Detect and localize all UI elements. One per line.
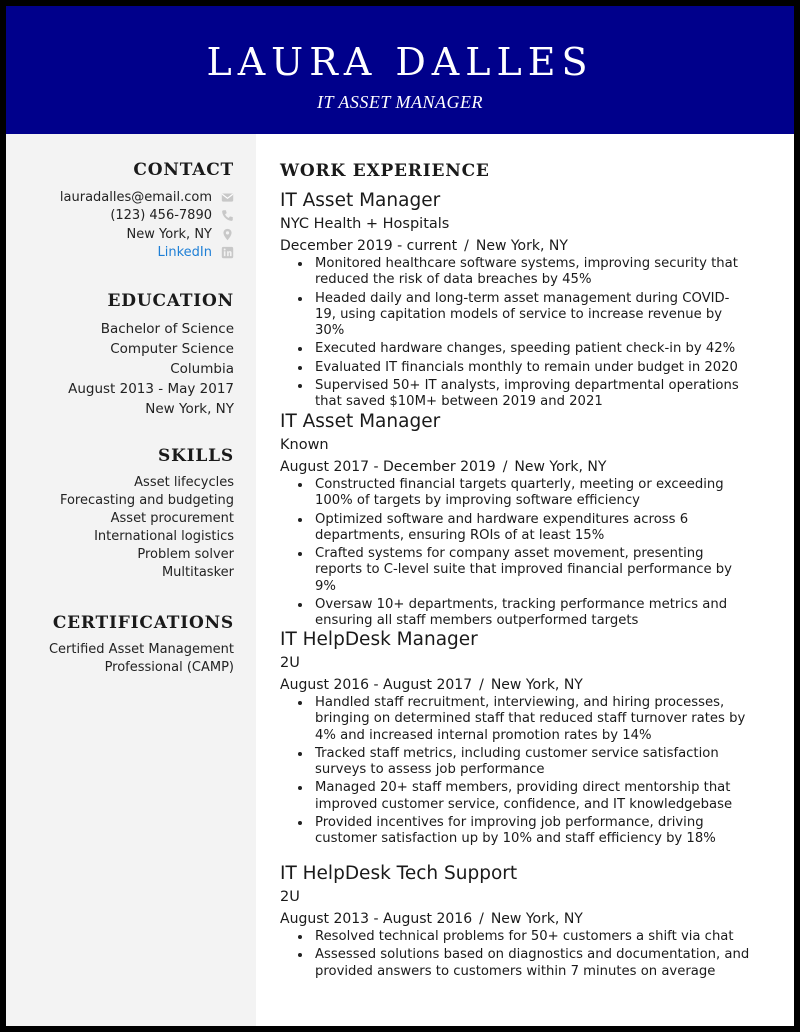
job-bullet bbox=[298, 512, 750, 545]
job-bullet-text: Constructed financial targets quarterly, meeting or exceeding 100% of targets by improving software efficiency bbox=[315, 477, 724, 509]
job-separator: / bbox=[502, 459, 508, 475]
contact-section bbox=[6, 160, 234, 262]
job-bullet-text: Evaluated IT financials monthly to remain under budget in 2020 bbox=[315, 359, 738, 375]
job-entry bbox=[280, 189, 750, 413]
job-bullet bbox=[298, 378, 750, 411]
job-entry bbox=[280, 410, 750, 632]
job-role: IT Asset Manager bbox=[280, 411, 441, 432]
work-experience-heading: WORK EXPERIENCE bbox=[280, 161, 490, 181]
job-bullet-text: Tracked staff metrics, including customer service satisfaction surveys to assess job performance bbox=[315, 745, 719, 778]
job-bullets bbox=[280, 929, 750, 980]
job-company: 2U bbox=[280, 655, 300, 671]
education-section bbox=[6, 291, 234, 419]
contact-email[interactable] bbox=[6, 188, 234, 206]
job-bullet bbox=[298, 746, 750, 779]
job-dates: August 2016 - August 2017 bbox=[280, 677, 473, 693]
education-major: Computer Science bbox=[110, 341, 234, 357]
job-bullet-text: Assessed solutions based on diagnostics and documentation, and provided answers to customers within 7 minutes on average bbox=[315, 947, 750, 979]
job-bullet-text: Resolved technical problems for 50+ customers a shift via chat bbox=[315, 929, 734, 944]
job-company: 2U bbox=[280, 889, 300, 905]
skills-heading: SKILLS bbox=[158, 446, 234, 466]
job-bullet bbox=[298, 597, 750, 630]
candidate-title: IT ASSET MANAGER bbox=[316, 92, 483, 112]
job-bullets bbox=[280, 695, 750, 848]
skill-item: Multitasker bbox=[161, 565, 234, 580]
job-bullet bbox=[298, 695, 750, 744]
education-school: Columbia bbox=[170, 361, 234, 377]
job-bullet bbox=[298, 341, 750, 357]
job-dates: December 2019 - current bbox=[280, 238, 458, 254]
map-pin-icon bbox=[220, 227, 234, 241]
job-bullets bbox=[280, 256, 750, 411]
location-text: New York, NY bbox=[126, 226, 212, 242]
contact-phone bbox=[6, 207, 234, 225]
email-text[interactable]: lauradalles@email.com bbox=[59, 189, 212, 205]
phone-icon bbox=[220, 209, 234, 223]
job-role: IT HelpDesk Tech Support bbox=[280, 863, 518, 884]
linkedin-link[interactable]: LinkedIn bbox=[157, 245, 212, 260]
resume-page bbox=[6, 6, 794, 1026]
job-bullet bbox=[298, 477, 750, 510]
contact-location bbox=[6, 225, 234, 243]
certification-line: Certified Asset Management bbox=[48, 642, 234, 657]
job-bullet-text: Handled staff recruitment, interviewing, and hiring processes, bringing on determined staff that reduced staff turnover rates by 4% and increased internal promotion rates by 14% bbox=[315, 695, 746, 743]
job-location: New York, NY bbox=[475, 238, 568, 254]
certification-line: Professional (CAMP) bbox=[104, 660, 234, 675]
education-location: New York, NY bbox=[145, 401, 234, 417]
job-meta bbox=[280, 236, 750, 256]
envelope-icon bbox=[220, 190, 234, 204]
job-bullet-text: Oversaw 10+ departments, tracking performance metrics and ensuring all staff members outperformed targets bbox=[315, 597, 728, 629]
job-bullet bbox=[298, 256, 750, 289]
job-company: NYC Health + Hospitals bbox=[280, 216, 450, 232]
job-bullet-text: Executed hardware changes, speeding patient check-in by 42% bbox=[315, 341, 736, 357]
job-bullet bbox=[298, 291, 750, 340]
job-bullet bbox=[298, 780, 750, 813]
job-bullet bbox=[298, 947, 750, 980]
job-separator: / bbox=[479, 911, 484, 927]
job-separator: / bbox=[464, 238, 469, 254]
contact-linkedin[interactable] bbox=[6, 244, 234, 262]
job-dates: August 2013 - August 2016 bbox=[280, 911, 473, 927]
certifications-section bbox=[6, 613, 234, 677]
job-location: New York, NY bbox=[490, 677, 583, 693]
education-degree: Bachelor of Science bbox=[100, 321, 234, 337]
education-heading: EDUCATION bbox=[107, 291, 234, 311]
job-bullet bbox=[298, 929, 750, 945]
job-company: Known bbox=[280, 437, 329, 453]
job-entry bbox=[280, 862, 750, 982]
job-meta bbox=[280, 457, 750, 477]
job-entry bbox=[280, 628, 750, 850]
phone-text: (123) 456-7890 bbox=[110, 208, 212, 223]
linkedin-icon bbox=[220, 246, 234, 260]
job-bullet-text: Monitored healthcare software systems, improving security that reduced the risk of data breaches by 45% bbox=[315, 256, 738, 288]
education-dates: August 2013 - May 2017 bbox=[68, 381, 234, 397]
job-bullet bbox=[298, 360, 750, 376]
job-role: IT HelpDesk Manager bbox=[280, 629, 478, 650]
job-bullets bbox=[280, 477, 750, 630]
sidebar bbox=[6, 134, 256, 1026]
skill-item: Asset lifecycles bbox=[134, 475, 234, 490]
job-bullet-text: Provided incentives for improving job performance, driving customer satisfaction up by 10% and staff efficiency by 18% bbox=[315, 815, 716, 847]
certifications-heading: CERTIFICATIONS bbox=[52, 613, 234, 633]
skills-section bbox=[6, 446, 234, 582]
skill-item: Forecasting and budgeting bbox=[59, 493, 234, 508]
job-meta bbox=[280, 909, 750, 929]
job-bullet-text: Headed daily and long-term asset management during COVID-19, using capitation models of service to increase revenue by 30% bbox=[315, 290, 730, 339]
job-bullet-text: Crafted systems for company asset movement, presenting reports to C-level suite that improved financial performance by 9% bbox=[315, 546, 732, 594]
job-location: New York, NY bbox=[514, 459, 607, 475]
job-bullet-text: Optimized software and hardware expenditures across 6 departments, ensuring ROIs of at least 15% bbox=[315, 511, 689, 543]
job-meta bbox=[280, 675, 750, 695]
job-bullet bbox=[298, 815, 750, 848]
resume-header bbox=[6, 6, 794, 134]
skill-item: Asset procurement bbox=[110, 511, 234, 526]
job-location: New York, NY bbox=[490, 911, 583, 927]
job-bullet bbox=[298, 546, 750, 595]
skill-item: Problem solver bbox=[137, 547, 234, 562]
job-bullet-text: Supervised 50+ IT analysts, improving departmental operations that saved $10M+ between 2019 and 2021 bbox=[315, 378, 739, 410]
job-bullet-text: Managed 20+ staff members, providing direct mentorship that improved customer service, confidence, and IT knowledgebase bbox=[315, 780, 733, 812]
contact-heading: CONTACT bbox=[133, 160, 234, 180]
job-separator: / bbox=[479, 677, 484, 693]
job-role: IT Asset Manager bbox=[280, 190, 441, 211]
candidate-name: LAURA DALLES bbox=[206, 40, 594, 84]
job-dates: August 2017 - December 2019 bbox=[280, 459, 496, 475]
skill-item: International logistics bbox=[94, 529, 234, 544]
